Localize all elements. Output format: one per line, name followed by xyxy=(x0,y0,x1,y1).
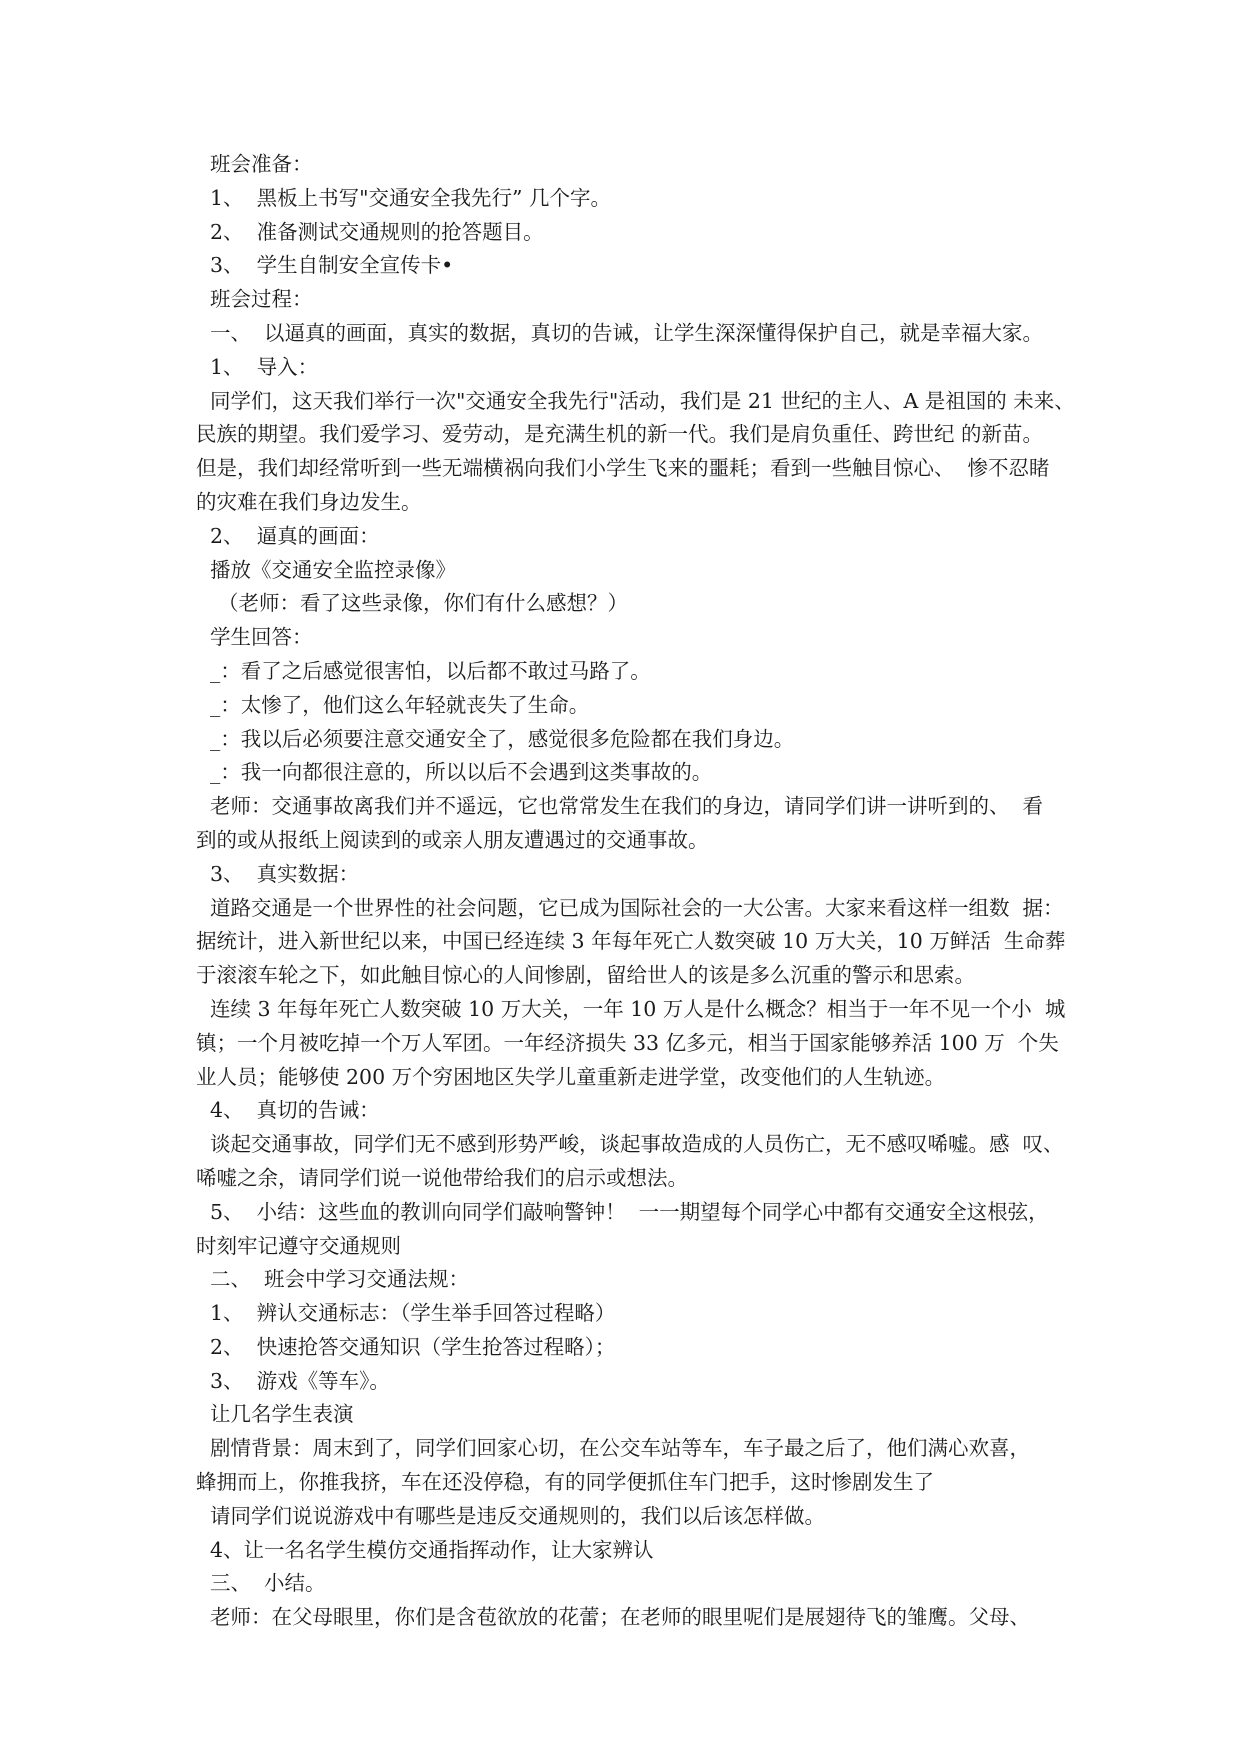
text-line: 民族的期望。我们爱学习、爱劳动，是充满生机的新一代。我们是肩负重任、跨世纪 的新苗。 xyxy=(196,422,1044,447)
text-line: 3、 真实数据： xyxy=(210,861,360,886)
text-line: 一、 以逼真的画面，真实的数据，真切的告诫，让学生深深懂得保护自己，就是幸福大家。 xyxy=(210,320,1044,345)
text-line: 同学们，这天我们举行一次"交通安全我先行"活动，我们是 21 世纪的主人、A 是祖国的 未来、 xyxy=(210,388,1075,413)
text-line: 蜂拥而上，你推我挤，车在还没停稳，有的同学便抓住车门把手，这时惨剧发生了 xyxy=(196,1470,934,1495)
text-line: 2、 准备测试交通规则的抢答题目。 xyxy=(210,219,544,244)
document-body xyxy=(196,148,1075,1635)
text-line: 二、 班会中学习交通法规： xyxy=(210,1267,470,1292)
text-line: 请同学们说说游戏中有哪些是违反交通规则的，我们以后该怎样做。 xyxy=(210,1503,825,1528)
text-line: 班会过程： xyxy=(210,287,313,312)
text-line: 3、 学生自制安全宣传卡• xyxy=(210,253,454,278)
text-line: 3、 游戏《等车》。 xyxy=(210,1368,390,1393)
text-line: _：看了之后感觉很害怕，以后都不敢过马路了。 xyxy=(210,658,651,683)
text-line: 老师：交通事故离我们并不遥远，它也常常发生在我们的身边，请同学们讲一讲听到的、 看 xyxy=(210,794,1044,819)
text-line: 5、 小结：这些血的教训向同学们敲响警钟！ 一一期望每个同学心中都有交通安全这根弦， xyxy=(210,1199,1049,1224)
text-line: 学生回答： xyxy=(210,625,313,650)
text-line: 2、 逼真的画面： xyxy=(210,523,380,548)
text-line: 播放《交通安全监控录像》 xyxy=(210,557,456,582)
text-line: 2、 快速抢答交通知识（学生抢答过程略）； xyxy=(210,1334,616,1359)
text-line: 4、让一名名学生模仿交通指挥动作，让大家辨认 xyxy=(210,1537,654,1562)
text-line: 1、 导入： xyxy=(210,354,319,379)
text-line: 剧情背景：周末到了，同学们回家心切，在公交车站等车，车子最之后了，他们满心欢喜， xyxy=(210,1436,1030,1461)
text-line: （老师：看了这些录像，你们有什么感想？） xyxy=(218,591,628,616)
text-line: 时刻牢记遵守交通规则 xyxy=(196,1233,401,1258)
text-line: 让几名学生表演 xyxy=(210,1402,354,1427)
text-line: 的灾难在我们身边发生。 xyxy=(196,489,422,514)
text-line: 但是，我们却经常听到一些无端横祸向我们小学生飞来的噩耗；看到一些触目惊心、 惨不忍睹 xyxy=(196,456,1050,481)
text-line: 1、 黑板上书写"交通安全我先行” 几个字。 xyxy=(210,185,612,210)
text-line: 1、 辨认交通标志：（学生举手回答过程略） xyxy=(210,1301,616,1326)
text-line: 唏嘘之余，请同学们说一说他带给我们的启示或想法。 xyxy=(196,1165,688,1190)
text-line: 业人员；能够使 200 万个穷困地区失学儿童重新走进学堂，改变他们的人生轨迹。 xyxy=(196,1064,946,1089)
text-line: 于滚滚车轮之下，如此触目惊心的人间惨剧，留给世人的该是多么沉重的警示和思索。 xyxy=(196,963,975,988)
text-line: _：我以后必须要注意交通安全了，感觉很多危险都在我们身边。 xyxy=(210,726,795,751)
text-line: 镇；一个月被吃掉一个万人军团。一年经济损失 33 亿多元，相当于国家能够养活 100 万 个失 xyxy=(196,1030,1059,1055)
text-line: 4、 真切的告诫： xyxy=(210,1098,380,1123)
text-line: _：太惨了，他们这么年轻就丧失了生命。 xyxy=(210,692,590,717)
text-line: 三、 小结。 xyxy=(210,1571,326,1596)
text-line: 到的或从报纸上阅读到的或亲人朋友遭遇过的交通事故。 xyxy=(196,827,709,852)
text-line: 据统计，进入新世纪以来，中国已经连续 3 年每年死亡人数突破 10 万大关，10 万鲜活 生命葬 xyxy=(196,929,1066,954)
text-line: 道路交通是一个世界性的社会问题，它已成为国际社会的一大公害。大家来看这样一组数 据： xyxy=(210,895,1064,920)
text-line: 连续 3 年每年死亡人数突破 10 万大关，一年 10 万人是什么概念？相当于一年不见一个小 城 xyxy=(210,996,1066,1021)
text-line: _：我一向都很注意的，所以以后不会遇到这类事故的。 xyxy=(210,760,713,785)
text-line: 班会准备： xyxy=(210,152,313,176)
text-line: 谈起交通事故，同学们无不感到形势严峻，谈起事故造成的人员伤亡，无不感叹唏嘘。感 叹、 xyxy=(210,1132,1064,1157)
text-line: 老师：在父母眼里，你们是含苞欲放的花蕾；在老师的眼里呢们是展翅待飞的雏鹰。父母、 xyxy=(210,1605,1030,1630)
